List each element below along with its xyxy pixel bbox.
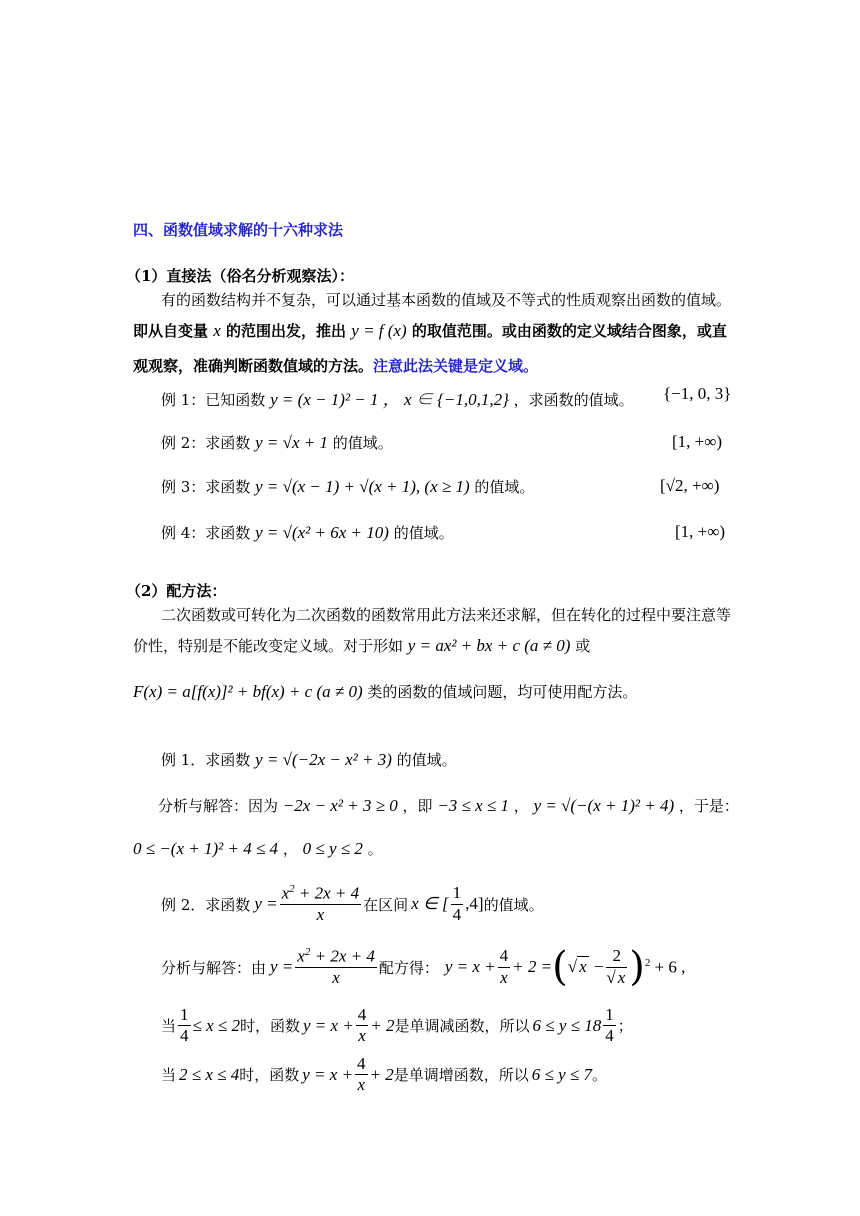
fraction-4-over-x: $\frac{4}{x}$ [499,946,509,987]
case-formula: 6 ≤ y ≤ 7 [531,1064,593,1084]
example-suffix: 的值域。 [393,524,454,542]
analysis-text: 配方得： [378,958,439,977]
m2-example-2-analysis [161,944,685,990]
example-label: 例 1：已知函数 [161,391,266,409]
case-formula: + 2 [369,1064,394,1084]
method2-para-line3 [133,681,637,702]
y-equals: y = [270,957,294,976]
case-text: ； [617,1017,633,1036]
analysis-text: ， [513,797,529,815]
m2-example-2-case2 [161,1054,607,1096]
interval-start: x ∈ [ [411,894,449,914]
fraction-4-over-x: $\frac{4}{x}$ [357,1005,367,1046]
case-formula: y = x + [302,1064,354,1084]
y-equals: y = [254,894,278,914]
para-text: 类的函数的值域问题，均可使用配方法。 [367,683,638,701]
quadratic-formula: y = ax² + bx + c (a ≠ 0) [407,636,571,655]
result-text: ， [282,840,298,858]
var-x: x [213,321,221,340]
case-formula: ≤ x ≤ 2 [192,1015,240,1035]
result-formula: 0 ≤ y ≤ 2 [302,839,363,858]
method2-para-line2 [133,635,590,656]
example-text: 在区间 [363,895,409,914]
analysis-text: 分析与解答：因为 [158,797,279,815]
case-formula: 2 ≤ x ≤ 4 [179,1064,240,1084]
example-formula: y = √x + 1 [255,433,328,452]
formula-part: $^2$ + 6 , [644,956,686,977]
example-formula: y = √(−2x − x² + 3) [255,750,392,769]
example-label: 例 4：求函数 [161,524,251,542]
example-4 [161,522,454,543]
m2-example-2-case1 [161,1005,633,1047]
example-label: 例 2．求函数 [161,895,251,914]
left-paren: ( [552,944,568,990]
example-4-answer: [1, +∞) [675,522,726,541]
fraction-one-quarter: $\frac{1}{4}$ [180,1005,189,1046]
analysis-text: 分析与解答：由 [161,958,267,977]
composite-formula: F(x) = a[f(x)]² + bf(x) + c (a ≠ 0) [133,682,363,701]
result-formula: 0 ≤ −(x + 1)² + 4 ≤ 4 [133,839,279,858]
analysis-formula: −2x − x² + 3 ≥ 0 [282,796,398,815]
case-text: 时，函数 [239,1017,300,1036]
analysis-formula: −3 ≤ x ≤ 1 [437,796,509,815]
example-3-answer: [√2, +∞) [660,476,720,495]
formula-part: + 2 = [512,957,553,976]
case-formula: 6 ≤ y ≤ 18 [532,1015,602,1035]
formula-part: y = x + [444,957,496,976]
fraction-2-over-sqrt-x: $\frac{2}{√ x}$ [606,946,626,987]
analysis-text: ，于是： [678,797,739,815]
m2-example-1 [161,749,457,770]
example-3 [161,476,534,497]
case-text: 时，函数 [239,1066,300,1085]
interval-end: ,4] [465,894,484,914]
example-suffix: 的值域。 [396,751,457,769]
case-text: 当 [161,1066,177,1085]
example-formula: y = √(x² + 6x + 10) [255,523,389,542]
example-2-answer: [1, +∞) [672,432,723,451]
sqrt-x: √ x − [567,957,605,976]
example-2 [161,432,393,453]
method2-para-line1: 二次函数或可转化为二次函数的函数常用此方法来还求解，但在转化的过程中要注意等 [161,606,732,624]
case-formula: + 2 [370,1015,395,1035]
para-text: 即从自变量 [133,322,209,340]
para-text: 或 [575,637,591,655]
example-label: 例 2：求函数 [161,434,251,452]
para-text: 观观察，准确判断函数值域的方法。 [133,357,374,375]
m2-example-1-analysis [158,795,739,816]
case-formula: y = x + [303,1015,354,1035]
analysis-formula: y = √(−(x + 1)² + 4) [533,796,675,815]
example-1-answer: {−1, 0, 3} [663,384,732,403]
fraction-x2-2x-4-over-x: $\frac{x^2 + 2x + 4}{x}$ [297,945,375,987]
example-1 [161,385,634,410]
right-paren: ) [629,944,645,990]
example-formula: y = (x − 1)² − 1 ， x ∈ {−1,0,1,2} [270,390,509,409]
case-text: 。 [592,1066,608,1085]
example-suffix: 的值域。 [474,478,535,496]
fraction-4-over-x: $\frac{4}{x}$ [357,1054,366,1095]
case-text: 当 [161,1017,177,1036]
result-text: 。 [367,840,383,858]
section-title: 四、函数值域求解的十六种求法 [133,221,344,239]
example-formula: y = √(x − 1) + √(x + 1), (x ≥ 1) [255,477,470,496]
m2-example-1-result [133,838,383,859]
method1-para-line1: 有的函数结构并不复杂，可以通过基本函数的值域及不等式的性质观察出函数的值域。 [161,291,732,309]
analysis-text: ，即 [402,797,433,815]
formula-y-fx: y = f (x) [351,321,407,340]
example-suffix: 的值域。 [332,434,393,452]
para-text: 的取值范围。或由函数的定义域结合图象，或直 [411,322,727,340]
para-text: 的范围出发，推出 [226,322,347,340]
example-suffix: ，求函数的值域。 [513,391,634,409]
example-label: 例 1．求函数 [161,751,251,769]
method1-title: （1）直接法（俗名分析观察法）： [126,267,354,285]
method1-para-line2 [133,320,727,341]
note-highlight: 注意此法关键是定义域。 [373,357,539,375]
method1-para-line3 [133,355,538,376]
m2-example-2 [161,883,544,925]
case-text: 是单调增函数，所以 [393,1066,529,1085]
case-text: 是单调减函数，所以 [394,1017,530,1036]
fraction-x2-2x-4-over-x: $\frac{x^2 + 2x + 4}{x}$ [281,883,360,925]
method2-title: （2）配方法： [126,582,227,600]
fraction-one-quarter: $\frac{1}{4}$ [605,1005,614,1046]
para-text: 价性，特别是不能改变定义域。对于形如 [133,637,404,655]
example-suffix: 的值域。 [483,895,544,914]
example-label: 例 3：求函数 [161,478,251,496]
fraction-one-quarter: $\frac{1}{4}$ [452,883,462,924]
